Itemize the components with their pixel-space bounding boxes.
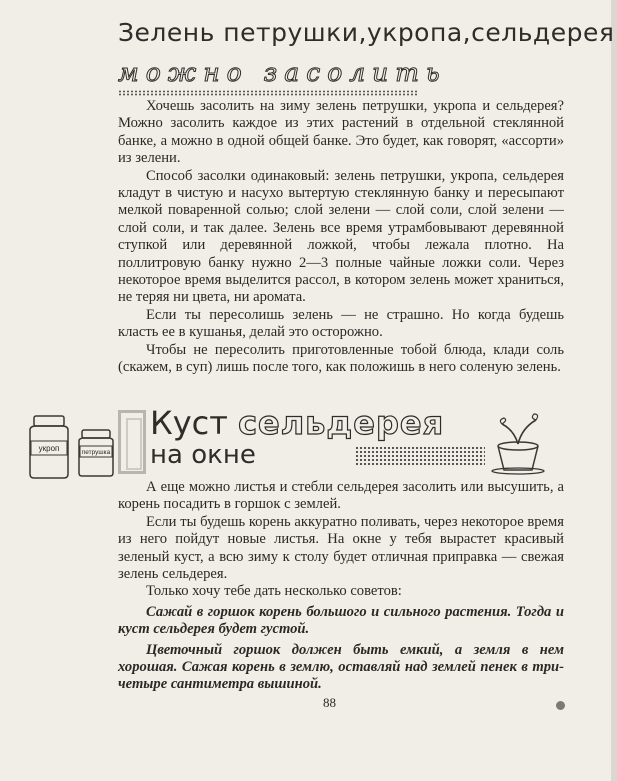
advice-paragraph: Сажай в горшок корень большого и сильного растения. Тогда и куст сельдерея будет густой. — [118, 603, 564, 638]
paragraph: А еще можно листья и стебли сельдерея засолить или высушить, а корень посадить в горшок с землей. — [118, 479, 564, 513]
paragraph: Способ засолки одинаковый: зелень петрушки, укропа, сельдерея кладут в чистую и насухо вытертую стеклянную банку и пересыпают мелкой поваренной солью; слой зелени — слой соли, слой зелени — слой соли, и так далее. Зелень все время утрамбовывают деревянной ступкой или деревянной ложкой, чтобы лежала плотно. На поллитровую банку нужно 2—3 полные чайные ложки соли. Через некоторое время выделится рассол, в котором зелень может храниться, не теряя ни цвета, ни аромата. — [118, 167, 564, 306]
jar-label-dill: укроп — [38, 444, 60, 453]
heading-ornament — [118, 410, 146, 474]
heading2-line1 — [150, 404, 444, 442]
page-dot-mark — [556, 701, 565, 710]
heading2-word: Куст — [150, 404, 228, 442]
heading2-line2 — [150, 440, 256, 470]
section1-text — [118, 98, 564, 377]
jar-label-parsley: петрушка — [81, 449, 111, 456]
paragraph: Хочешь засолить на зиму зелень петрушки, укропа и сельдерея? Можно засолить каждое из этих растений в отдельной стеклянной банке, а можно в одной общей банке. Это будет, как говорят, «ассорти» из зелени. — [118, 98, 564, 167]
heading2-dots — [355, 446, 485, 466]
page-number: 88 — [323, 695, 336, 710]
paragraph: Если ты пересолишь зелень — не страшно. Но когда будешь класть ее в кушанья, делай это осторожно. — [118, 306, 564, 341]
plant-pot-icon — [488, 410, 548, 476]
paragraph: Если ты будешь корень аккуратно поливать, через некоторое время из него пойдут новые листья. На окне у тебя вырастет красивый зеленый куст, а всю зиму к столу будет отличная приправка — свежая зелень сельдерея. — [118, 513, 564, 583]
paragraph: Чтобы не пересолить приготовленные тобой блюда, клади соль (скажем, в суп) лишь после того, как положишь в него соленую зелень. — [118, 341, 564, 376]
advice-paragraph: Цветочный горшок должен быть емкий, а земля в нем хорошая. Сажая корень в землю, оставляй над землей пенек в три-четыре сантиметра вышиной. — [118, 641, 564, 693]
paragraph: Только хочу тебе дать несколько советов: — [146, 583, 402, 600]
heading2-word: окне — [191, 440, 256, 470]
heading-title-line2: можно засолить — [118, 58, 447, 87]
heading2-word-outlined: сельдерея — [238, 404, 445, 442]
jar-parsley-icon — [76, 428, 116, 478]
section2-text — [118, 479, 564, 694]
jar-dill-icon — [24, 414, 74, 480]
heading-underline-dots — [118, 90, 418, 96]
heading2-word: на — [150, 440, 183, 470]
heading-title-line1: Зелень петрушки,укропа,сельдерея — [118, 18, 615, 47]
page-edge — [611, 0, 617, 781]
